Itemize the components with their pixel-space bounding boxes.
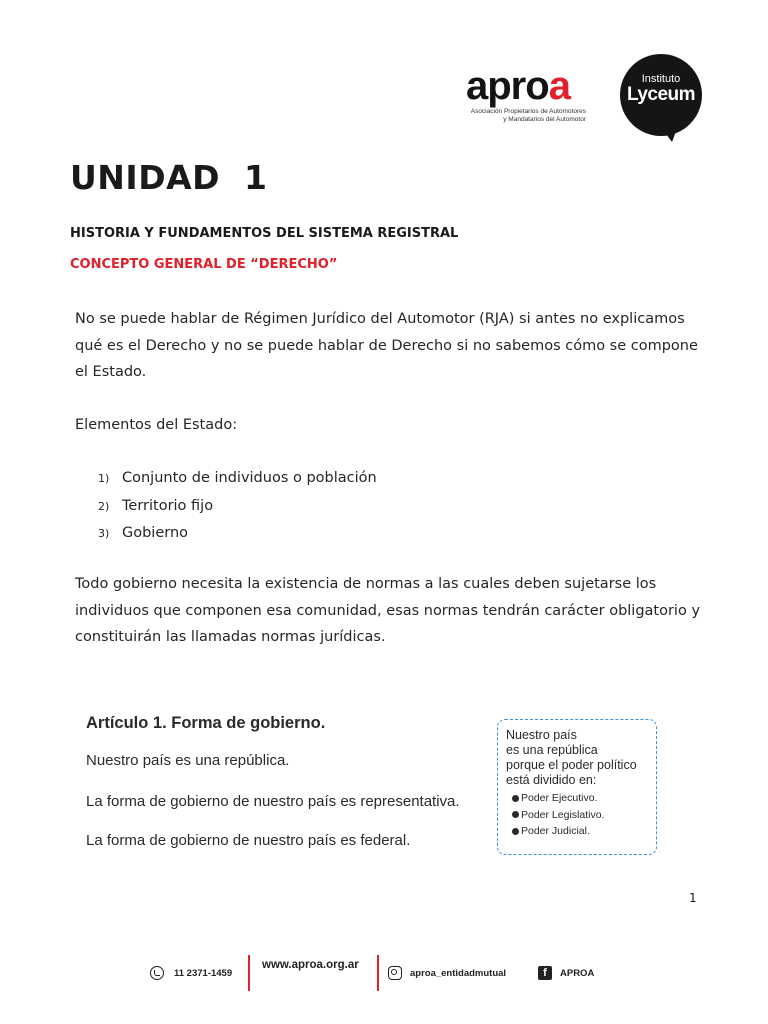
footer-phone: 11 2371-1459 xyxy=(150,955,232,991)
powers-list xyxy=(506,790,656,840)
paragraph-intro: No se puede hablar de Régimen Jurídico del Automotor (RJA) si antes no explicamos qué es el Derecho y no se puede hablar de Derecho si no sabemos cómo se compone el Estado. xyxy=(75,311,698,381)
note-line: es una república xyxy=(506,743,598,757)
article-line: La forma de gobierno de nuestro país es federal. xyxy=(86,832,411,849)
bullet-icon xyxy=(512,828,519,835)
article-line: La forma de gobierno de nuestro país es representativa. xyxy=(86,793,460,810)
note-line: porque el poder político xyxy=(506,758,637,772)
section-title: CONCEPTO GENERAL DE “DERECHO” xyxy=(70,257,338,272)
footer-divider xyxy=(248,955,250,991)
list-item: 2) Territorio fijo xyxy=(98,497,214,514)
whatsapp-icon xyxy=(150,966,164,980)
note-line: Nuestro país xyxy=(506,728,577,742)
footer-website-link[interactable]: www.aproa.org.ar xyxy=(262,959,359,971)
paragraph-elements-heading: Elementos del Estado: xyxy=(75,417,238,433)
footer-facebook-link[interactable]: f APROA xyxy=(538,955,594,991)
paragraph-norms: Todo gobierno necesita la existencia de normas a las cuales deben sujetarse los individuos que componen esa comunidad, esas normas tendrán carácter obligatorio y constituirán las llamadas normas jurídicas. xyxy=(75,576,701,646)
note-line: está dividido en: xyxy=(506,773,597,787)
instituto-lyceum-logo xyxy=(620,54,702,136)
bullet-icon xyxy=(512,795,519,802)
lyceum-logo-line2: Lyceum xyxy=(626,84,696,105)
article-line: Nuestro país es una república. xyxy=(86,752,290,769)
note-box xyxy=(497,719,657,855)
page-number: 1 xyxy=(689,891,697,905)
instagram-icon xyxy=(388,966,402,980)
footer-divider xyxy=(377,955,379,991)
aproa-wordmark: aproa xyxy=(466,64,570,108)
state-elements-list xyxy=(98,465,377,548)
lyceum-logo-line1: Instituto xyxy=(641,73,681,85)
bullet-icon xyxy=(512,811,519,818)
facebook-icon: f xyxy=(538,966,552,980)
article-title: Artículo 1. Forma de gobierno. xyxy=(86,714,326,732)
list-item: Poder Ejecutivo. xyxy=(506,790,656,807)
list-item: Poder Legislativo. xyxy=(506,807,656,824)
list-item: 3) Gobierno xyxy=(98,525,189,542)
aproa-logo xyxy=(466,66,590,126)
page-subtitle: HISTORIA Y FUNDAMENTOS DEL SISTEMA REGISTRAL xyxy=(70,226,459,241)
footer-instagram-link[interactable]: aproa_entidadmutual xyxy=(388,955,506,991)
aproa-tagline: Asociación Propietarios de Automotores y Mandatarios del Automotor xyxy=(470,108,586,123)
list-item: 1) Conjunto de individuos o población xyxy=(98,470,377,486)
list-item: Poder Judicial. xyxy=(506,823,656,840)
page-title: UNIDAD 1 xyxy=(70,158,268,197)
